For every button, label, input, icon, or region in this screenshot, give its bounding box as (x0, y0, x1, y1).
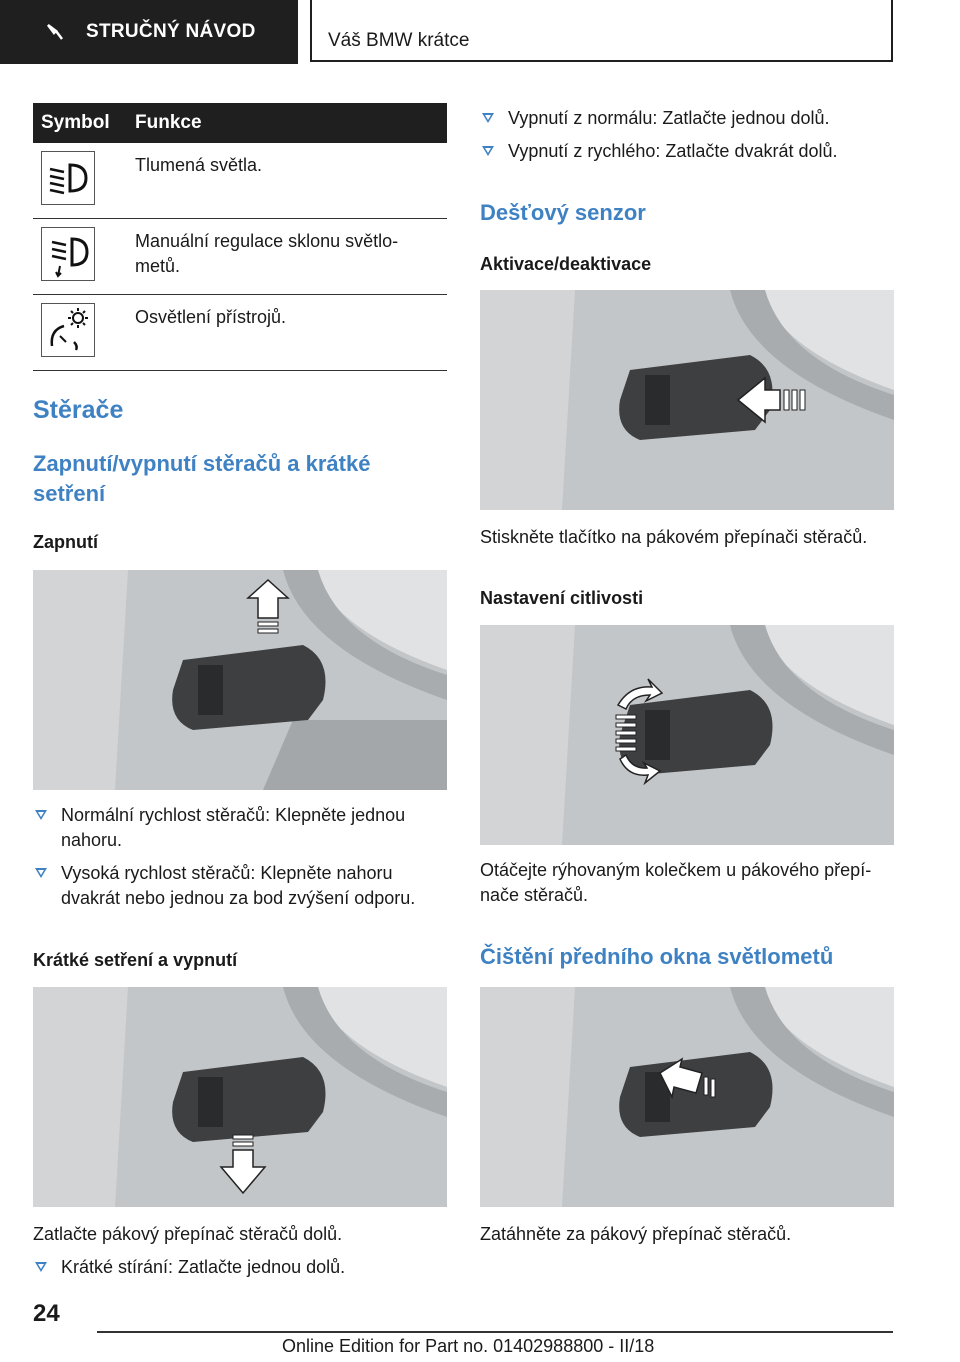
bullet-list-brief-wipe (33, 1255, 447, 1280)
heading-rain-sensor: Dešťový senzor (480, 200, 646, 225)
bullet-list-wiper-off (480, 106, 894, 164)
section-tab (0, 0, 298, 64)
table-row (33, 143, 447, 218)
col-header-symbol: Symbol (33, 103, 127, 143)
footer-edition: Online Edition for Part no. 01402988800 - II/18 (282, 1336, 655, 1356)
headlight-range-control-icon (41, 227, 95, 281)
instrument-lighting-icon (41, 303, 95, 357)
rain-sensor-button-photo (480, 290, 894, 510)
sensitivity-wheel-photo (480, 625, 894, 845)
wiper-up-photo (33, 570, 447, 790)
col-header-function: Funkce (127, 103, 447, 143)
heading-wiper-on-off: Zapnutí/vypnutí stěračů a krátké setření (33, 451, 371, 506)
function-text: Osvětlení přístrojů. (127, 294, 447, 370)
heading-wipers: Stěrače (33, 396, 124, 424)
list-item: Vysoká rychlost stěračů: Klepněte nahoru dvakrát nebo jednou za bod zvýšení odporu. (33, 861, 447, 911)
list-item: Vypnutí z rychlého: Zatlačte dvakrát dolů. (480, 139, 894, 164)
heading-headlight-cleaning: Čištění předního okna světlometů (480, 944, 834, 969)
list-item: Krátké stírání: Zatlačte jednou dolů. (33, 1255, 447, 1280)
subheading-sensitivity: Nastavení citlivosti (480, 588, 644, 608)
function-text: Tlumená světla. (127, 143, 447, 218)
chapter-header (310, 0, 893, 62)
section-title: STRUČNÝ NÁVOD (86, 21, 256, 42)
symbol-table (33, 103, 447, 371)
footer-divider (97, 1331, 893, 1333)
subheading-brief-wipe: Krátké setření a vypnutí (33, 950, 238, 970)
paragraph-turn-wheel: Otáčejte rýhovaným kolečkem u pákového přepí-nače stěračů. (480, 860, 872, 905)
table-row (33, 218, 447, 294)
low-beam-icon (41, 151, 95, 205)
bullet-list-wiper-speeds (33, 803, 447, 911)
paragraph-pull-lever: Zatáhněte za pákový přepínač stěračů. (480, 1224, 792, 1244)
paragraph-push-down: Zatlačte pákový přepínač stěračů dolů. (33, 1224, 343, 1244)
table-row (33, 294, 447, 370)
page-number: 24 (33, 1300, 60, 1327)
car-hint-icon (44, 21, 66, 43)
function-text: Manuální regulace sklonu světlo-metů. (127, 218, 447, 294)
subheading-switch-on: Zapnutí (33, 532, 98, 552)
chapter-title: Váš BMW krátce (328, 30, 470, 51)
paragraph-press-button: Stiskněte tlačítko na pákovém přepínači stěračů. (480, 527, 868, 547)
list-item: Vypnutí z normálu: Zatlačte jednou dolů. (480, 106, 894, 131)
wiper-down-photo (33, 987, 447, 1207)
list-item: Normální rychlost stěračů: Klepněte jednou nahoru. (33, 803, 447, 853)
left-column (33, 103, 447, 371)
subheading-activation: Aktivace/deaktivace (480, 254, 652, 274)
headlight-cleaning-photo (480, 987, 894, 1207)
